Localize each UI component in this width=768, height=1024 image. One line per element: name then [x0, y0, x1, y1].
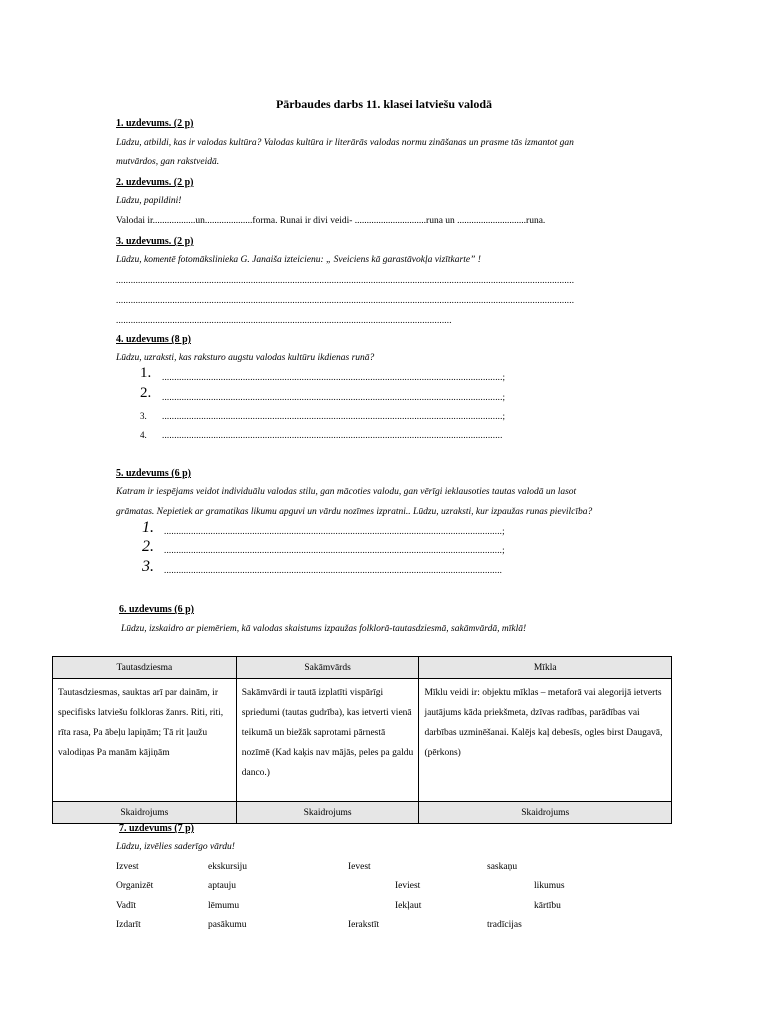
task5-text-line2: grāmatas. Nepietiek ar gramatikas likumu apguvi un vārdu nozīmes izpratni.. Lūdzu, uzraksti, kur izpaužas runas pievilcība? [116, 507, 593, 517]
task1-heading: 1. uzdevums. (2 p) [116, 118, 194, 129]
task5-item-3-number: 3. [142, 558, 154, 575]
task7-row1-verb2: Ievest [348, 862, 371, 872]
task4-item-2-number: 2. [140, 385, 152, 401]
task7-row3-noun1: lēmumu [208, 901, 240, 911]
task7-row1-verb1: Izvest [116, 862, 139, 872]
task7-row4-verb2: Ierakstīt [348, 920, 380, 930]
task5-item-1-number: 1. [142, 519, 154, 536]
table-cell-mikla[interactable]: Mīklu veidi ir: objektu mīklas – metaforā vai alegorijā ietverts jautājums kāda priekšmeta, dzīvas radības, parādības vai darbības uzminēšanai. Kalējs kaļ debesīs, ogles birst Daugavā, (pērkons) [419, 679, 672, 802]
task2-instruction: Lūdzu, papildini! [116, 196, 182, 206]
task4-item-4-number: 4. [140, 430, 147, 440]
table-header-sakamvards: Sakāmvārds [236, 657, 419, 679]
task7-heading: 7. uzdevums (7 p) [119, 823, 195, 834]
task5-text-line1: Katram ir iespējams veidot individuālu valodas stilu, gan mācoties valodu, gan vērīgi ieklausoties tautas valodā un lasot [116, 487, 577, 497]
page-title: Pārbaudes darbs 11. klasei latviešu valodā [275, 97, 493, 111]
task4-item-1-line[interactable]: ...........................................................................................................................................; [162, 372, 506, 382]
task3-instruction: Lūdzu, komentē fotomākslinieka G. Janaiša izteicienu: „ Sveiciens kā garastāvokļa vizītkarte” ! [116, 255, 481, 265]
task7-row4-verb1: Izdarīt [116, 920, 141, 930]
task4-heading: 4. uzdevums (8 p) [116, 334, 192, 345]
task3-heading: 3. uzdevums. (2 p) [116, 236, 194, 247]
task2-heading: 2. uzdevums. (2 p) [116, 177, 194, 188]
task3-answer-line-2[interactable]: ........................................................................................................................................................................................... [116, 295, 575, 305]
task7-row3-verb1: Vadīt [116, 901, 137, 911]
task7-row2-noun2: likumus [534, 881, 565, 891]
task4-item-2-line[interactable]: ...........................................................................................................................................; [162, 392, 506, 402]
task7-row3-verb2: Iekļaut [395, 901, 422, 911]
task1-question-line1: Lūdzu, atbildi, kas ir valodas kultūra? Valodas kultūra ir literārās valodas normu zināšanas un prasme tās izmantot gan [116, 138, 574, 148]
task5-item-2-line[interactable]: ..........................................................................................................................................; [164, 545, 505, 555]
task1-question-line2: mutvārdos, gan rakstveidā. [116, 157, 220, 167]
task2-fill-line[interactable]: Valodai ir..................un....................forma. Runai ir divi veidi- ..............................runa un .............................runa. [116, 216, 546, 226]
task7-row4-noun2: tradīcijas [487, 920, 522, 930]
task7-row1-noun2: saskaņu [487, 862, 518, 872]
task5-heading: 5. uzdevums (6 p) [116, 468, 192, 479]
task3-answer-line-3[interactable]: ......................................................................................................................................... [116, 315, 452, 325]
task5-item-2-number: 2. [142, 538, 154, 555]
folklore-table [52, 656, 672, 824]
task7-row4-noun1: pasākumu [208, 920, 247, 930]
task6-instruction: Lūdzu, izskaidro ar piemēriem, kā valodas skaistums izpaužas folklorā-tautasdziesmā, sakāmvārdā, mīklā! [121, 624, 527, 634]
table-header-tautasdziesma: Tautasdziesma [53, 657, 237, 679]
task4-instruction: Lūdzu, uzraksti, kas raksturo augstu valodas kultūru ikdienas runā? [116, 353, 375, 363]
task7-row3-noun2: kārtību [534, 901, 561, 911]
task6-heading: 6. uzdevums (6 p) [119, 604, 195, 615]
table-header-mikla: Mīkla [419, 657, 672, 679]
table-cell-sakamvards[interactable]: Sakāmvārdi ir tautā izplatīti vispārīgi spriedumi (tautas gudrība), kas ietverti vienā teikumā un biežāk saprotami pārnestā nozīmē (Kad kaķis nav mājās, peles pa galdu danco.) [236, 679, 419, 802]
table-footer-skaidrojums-3: Skaidrojums [419, 802, 672, 824]
task7-row2-verb2: Ieviest [395, 881, 421, 891]
task4-item-1-number: 1. [140, 365, 152, 381]
task3-answer-line-1[interactable]: ........................................................................................................................................................................................... [116, 275, 575, 285]
task4-item-3-line[interactable]: ...........................................................................................................................................; [162, 411, 506, 421]
task7-instruction: Lūdzu, izvēlies saderīgo vārdu! [116, 842, 235, 852]
task4-item-3-number: 3. [140, 411, 147, 421]
task4-item-4-line[interactable]: ........................................................................................................................................... [162, 430, 503, 440]
task7-row2-noun1: aptauju [208, 881, 236, 891]
task7-row2-verb1: Organizēt [116, 881, 154, 891]
task7-row1-noun1: ekskursiju [208, 862, 248, 872]
task5-item-1-line[interactable]: ..........................................................................................................................................; [164, 526, 505, 536]
task5-item-3-line[interactable]: .......................................................................................................................................... [164, 565, 503, 575]
table-cell-tautasdziesma[interactable]: Tautasdziesmas, sauktas arī par dainām, ir specifisks latviešu folkloras žanrs. Riti, riti, rīta rasa, Pa ābeļu lapiņām; Tā rit ļaužu valodiņas Pa manām kājiņām [53, 679, 237, 802]
table-footer-skaidrojums-2: Skaidrojums [236, 802, 419, 824]
table-footer-skaidrojums-1: Skaidrojums [53, 802, 237, 824]
